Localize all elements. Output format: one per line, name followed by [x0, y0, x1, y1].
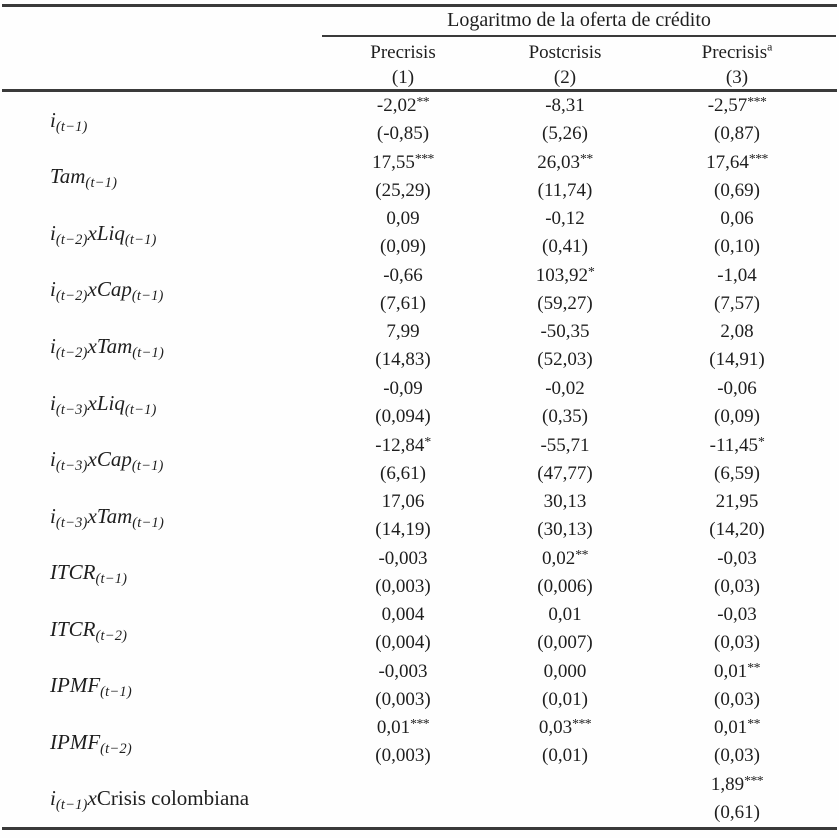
standard-error: (-0,85)	[376, 123, 430, 145]
value-cell	[322, 205, 484, 262]
value-cell	[646, 318, 828, 375]
significance-stars: ***	[572, 716, 592, 732]
row-label-subscript: (t−1)	[95, 571, 128, 588]
coefficient-value: 0,03***	[538, 716, 592, 739]
row-label-part: $i_{(t-2)}$	[50, 333, 88, 361]
value-cell	[646, 149, 828, 206]
standard-error: (0,41)	[542, 236, 588, 258]
standard-error: (0,03)	[714, 745, 760, 767]
significance-stars: **	[575, 546, 588, 562]
column-header	[484, 37, 646, 90]
value-cell	[484, 657, 646, 714]
standard-error: (0,003)	[375, 688, 431, 710]
value-cell	[322, 149, 484, 206]
row-label-part: Tam$_{(t-1)}$	[50, 164, 118, 192]
standard-error: (0,01)	[542, 745, 588, 767]
row-label-subscript: (t−1)	[100, 684, 132, 701]
table-row	[0, 149, 839, 206]
value-cell	[322, 657, 484, 714]
table-row	[0, 714, 839, 771]
column-number: (3)	[725, 67, 749, 88]
significance-stars: *	[587, 263, 595, 279]
significance-stars: **	[747, 716, 760, 732]
row-label-subscript: (t−1)	[131, 458, 164, 475]
standard-error: (0,10)	[714, 236, 760, 258]
significance-stars: *	[758, 433, 765, 449]
coefficient-value: 0,01**	[714, 716, 760, 739]
coefficient-value: 17,55***	[372, 150, 434, 173]
table-row	[0, 205, 839, 262]
value-cell	[484, 92, 646, 149]
value-cell	[484, 714, 646, 771]
row-label	[0, 657, 322, 714]
bottom-rule	[2, 827, 837, 830]
row-label-subscript: (t−2)	[100, 740, 132, 757]
column-number: (1)	[391, 67, 415, 88]
column-headers	[322, 37, 836, 90]
standard-error: (6,61)	[380, 462, 426, 484]
standard-error: (0,006)	[537, 575, 593, 597]
value-cell	[322, 488, 484, 545]
coefficient-value: -11,45*	[709, 433, 765, 456]
column-header-label: Precrisis$^a$	[701, 40, 773, 63]
row-label-subscript: (t−2)	[95, 627, 128, 644]
value-cell	[484, 375, 646, 432]
coefficient-value: 0,09	[386, 208, 420, 230]
standard-error: (30,13)	[537, 519, 593, 541]
coefficient-value: -0,66	[383, 264, 423, 286]
standard-error: (14,91)	[709, 349, 765, 371]
coefficient-value: -0,12	[545, 208, 585, 230]
coefficient-value: 103,92*	[535, 263, 595, 286]
coefficient-value: -0,003	[378, 660, 428, 682]
coefficient-value: 0,004	[381, 604, 425, 626]
standard-error: (6,59)	[714, 462, 760, 484]
coefficient-value: 21,95	[715, 491, 759, 513]
value-cell	[484, 544, 646, 601]
coefficient-value: -0,02	[545, 378, 585, 399]
value-cell	[646, 205, 828, 262]
value-cell	[646, 262, 828, 319]
row-label	[0, 431, 322, 488]
row-label-part: $IPMF_{(t-2)}$	[50, 729, 132, 757]
standard-error: (0,007)	[537, 632, 593, 654]
value-cell	[646, 601, 828, 658]
standard-error: (0,094)	[375, 406, 431, 427]
column-header-superscript: a	[767, 40, 773, 54]
coefficient-value: 0,02**	[542, 546, 588, 569]
coefficient-value: -0,06	[717, 378, 757, 399]
significance-stars: ***	[748, 150, 768, 166]
row-label-subscript: (t−1)	[85, 175, 118, 192]
value-cell	[484, 431, 646, 488]
table-row	[0, 431, 839, 488]
standard-error: (0,03)	[714, 688, 760, 710]
column-number: (2)	[553, 67, 577, 88]
row-label	[0, 771, 322, 828]
coefficient-value: 0,000	[543, 660, 587, 682]
coefficient-value: 0,01	[548, 604, 582, 626]
table-row	[0, 92, 839, 149]
coefficient-value: -2,57***	[707, 94, 767, 117]
table-row	[0, 601, 839, 658]
table-spanner-title: Logaritmo de la oferta de crédito	[447, 9, 711, 31]
standard-error: (7,61)	[380, 292, 426, 314]
standard-error: (0,03)	[714, 632, 760, 654]
row-label-part: $ITCR_{(t-1)}$	[50, 560, 128, 588]
row-label	[0, 488, 322, 545]
row-label-part: $ITCR_{(t-2)}$	[50, 616, 128, 644]
coefficient-value: -55,71	[540, 434, 590, 456]
value-cell	[484, 771, 646, 828]
standard-error: (7,57)	[714, 292, 760, 314]
row-label	[0, 375, 322, 432]
value-cell	[322, 544, 484, 601]
row-label-subscript: (t−2)	[55, 288, 88, 305]
standard-error: (0,004)	[375, 632, 431, 654]
row-label-part: x	[87, 786, 97, 811]
standard-error: (14,20)	[709, 519, 765, 541]
standard-error	[484, 799, 646, 827]
significance-stars: **	[580, 150, 593, 166]
row-label-part: xTam$_{(t-1)}$	[87, 503, 164, 531]
row-label-part: $i_{(t-2)}$	[50, 220, 88, 248]
significance-stars: ***	[744, 772, 764, 788]
row-label-part: xLiq$_{(t-1)}$	[87, 390, 157, 418]
standard-error: (0,09)	[714, 406, 760, 427]
standard-error: (59,27)	[537, 292, 593, 314]
row-label-subscript: (t−1)	[124, 231, 157, 248]
standard-error: (0,03)	[714, 575, 760, 597]
value-cell	[646, 488, 828, 545]
standard-error: (0,35)	[542, 406, 588, 427]
row-label-part: xLiq$_{(t-1)}$	[87, 220, 157, 248]
standard-error: (0,61)	[714, 801, 760, 823]
coefficient-value: 30,13	[543, 491, 587, 513]
column-header	[646, 37, 828, 90]
value-cell	[646, 92, 828, 149]
standard-error: (11,74)	[537, 179, 593, 201]
row-label-part: $i_{(t-1)}$	[50, 107, 88, 135]
significance-stars: **	[416, 94, 430, 110]
row-label-subscript: (t−3)	[55, 458, 88, 475]
coefficient-value: 7,99	[386, 321, 420, 343]
coefficient-value: 17,06	[381, 491, 425, 513]
row-label-part: Crisis colombiana	[96, 786, 250, 811]
standard-error: (47,77)	[537, 462, 593, 484]
coefficient-value: 0,01**	[714, 659, 760, 682]
significance-stars: ***	[414, 150, 434, 166]
value-cell	[322, 714, 484, 771]
value-cell	[322, 318, 484, 375]
row-label-subscript: (t−1)	[131, 288, 164, 305]
coefficient-value: 26,03**	[537, 150, 593, 173]
standard-error	[322, 799, 484, 827]
coefficient-value: -0,03	[717, 547, 757, 569]
row-label	[0, 544, 322, 601]
standard-error: (52,03)	[537, 349, 593, 371]
significance-stars: ***	[747, 94, 767, 110]
row-label-part: xCap$_{(t-1)}$	[87, 447, 164, 475]
table-row	[0, 544, 839, 601]
coefficient-value	[322, 771, 484, 799]
row-label-subscript: (t−2)	[55, 231, 88, 248]
row-label-part: $i_{(t-1)}$	[50, 786, 88, 814]
coefficient-value: 0,06	[720, 208, 754, 230]
row-label-part: xTam$_{(t-1)}$	[87, 333, 164, 361]
value-cell	[322, 431, 484, 488]
value-cell	[322, 375, 484, 432]
value-cell	[484, 318, 646, 375]
row-label-part: $i_{(t-3)}$	[50, 447, 88, 475]
standard-error: (0,003)	[375, 745, 431, 767]
value-cell	[646, 714, 828, 771]
row-label	[0, 262, 322, 319]
coefficient-value	[484, 771, 646, 799]
row-label	[0, 601, 322, 658]
row-label-subscript: (t−1)	[55, 797, 88, 814]
column-header-label: Postcrisis	[528, 42, 602, 63]
coefficient-value: -0,03	[717, 604, 757, 626]
row-label	[0, 318, 322, 375]
value-cell	[646, 431, 828, 488]
value-cell	[322, 601, 484, 658]
standard-error: (0,87)	[714, 123, 760, 145]
table-row	[0, 488, 839, 545]
coefficient-value: -2,02**	[376, 94, 430, 117]
row-label-subscript: (t−3)	[55, 514, 88, 531]
value-cell	[484, 262, 646, 319]
significance-stars: *	[424, 433, 431, 449]
row-label-subscript: (t−1)	[124, 401, 157, 418]
standard-error: (14,19)	[375, 519, 431, 541]
value-cell	[322, 92, 484, 149]
standard-error: (0,003)	[375, 575, 431, 597]
table-row	[0, 262, 839, 319]
row-label-part: $i_{(t-2)}$	[50, 277, 88, 305]
table-row	[0, 375, 839, 432]
value-cell	[646, 544, 828, 601]
row-label-subscript: (t−1)	[132, 345, 164, 361]
row-label	[0, 205, 322, 262]
table-body	[0, 92, 839, 827]
significance-stars: ***	[410, 716, 430, 732]
coefficient-value: -12,84*	[375, 433, 431, 456]
value-cell	[484, 205, 646, 262]
standard-error: (25,29)	[375, 179, 431, 201]
row-label	[0, 714, 322, 771]
coefficient-value: -50,35	[540, 321, 590, 343]
coefficient-value: 17,64***	[706, 150, 768, 173]
coefficient-value: 1,89***	[710, 772, 764, 795]
coefficient-value: -8,31	[545, 95, 585, 117]
standard-error: (14,83)	[375, 349, 431, 371]
table-row	[0, 318, 839, 375]
row-label-subscript: (t−2)	[55, 345, 88, 361]
row-label	[0, 149, 322, 206]
value-cell	[322, 262, 484, 319]
standard-error: (0,09)	[380, 236, 426, 258]
value-cell	[646, 657, 828, 714]
value-cell	[484, 601, 646, 658]
coefficient-value: 2,08	[720, 321, 754, 343]
coefficient-value: -1,04	[717, 264, 757, 286]
column-header	[322, 37, 484, 90]
table-row	[0, 657, 839, 714]
row-label-subscript: (t−3)	[55, 401, 88, 418]
table-row	[0, 771, 839, 828]
coefficient-value: -0,09	[383, 378, 423, 399]
value-cell	[484, 149, 646, 206]
standard-error: (0,69)	[714, 179, 760, 201]
coefficient-value: -0,003	[378, 547, 428, 569]
value-cell	[484, 488, 646, 545]
row-label-subscript: (t−1)	[132, 514, 164, 531]
row-label	[0, 92, 322, 149]
row-label-part: $i_{(t-3)}$	[50, 503, 88, 531]
value-cell	[322, 771, 484, 828]
table-header	[322, 7, 836, 90]
value-cell	[646, 771, 828, 828]
value-cell	[646, 375, 828, 432]
row-label-part: xCap$_{(t-1)}$	[87, 277, 164, 305]
coefficient-value: 0,01***	[376, 716, 430, 739]
row-label-subscript: (t−1)	[55, 118, 88, 135]
standard-error: (0,01)	[542, 688, 588, 710]
column-header-label: Precrisis	[370, 42, 436, 63]
standard-error: (5,26)	[542, 123, 588, 145]
row-label-part: $i_{(t-3)}$	[50, 390, 88, 418]
row-label-part: $IPMF_{(t-1)}$	[50, 673, 132, 701]
significance-stars: **	[747, 659, 760, 675]
